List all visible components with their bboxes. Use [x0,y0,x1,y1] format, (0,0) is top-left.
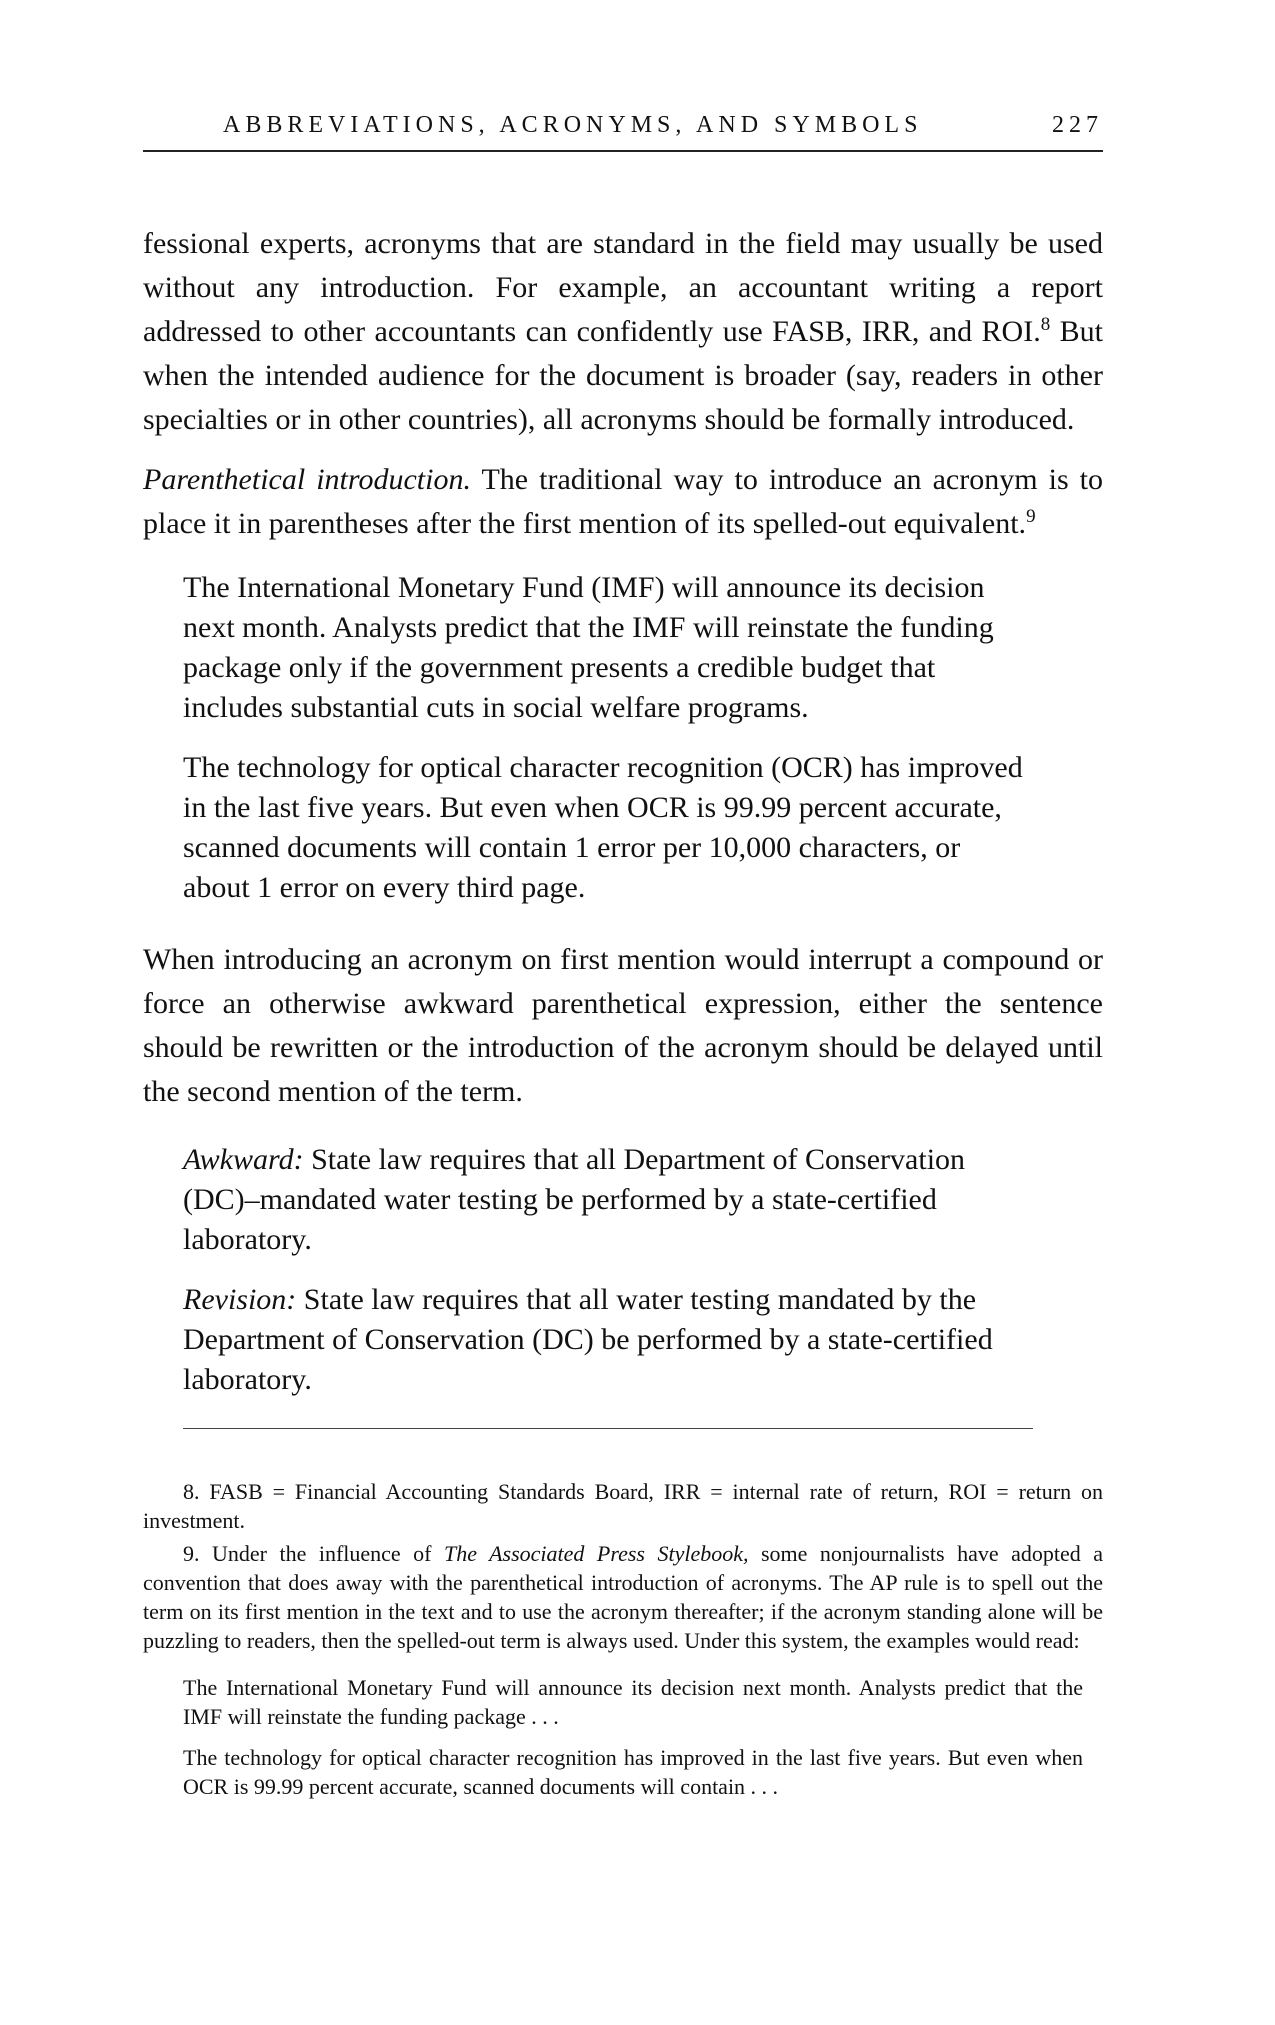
page-number: 227 [1052,112,1103,138]
example-awkward [183,1140,1033,1260]
footnote-9-book-title: The Associated Press Stylebook, [444,1541,749,1566]
body-paragraph-1 [143,222,1103,442]
example-block-ocr: The technology for optical character recognition (OCR) has improved in the last five years. But even when OCR is 99.99 percent accurate, scanned documents will contain 1 error per 10,000 characters, or about 1 error on every third page. [183,751,1023,904]
section-run-in-heading: Parenthetical introduction. [143,463,471,496]
running-head [143,110,1103,152]
main-text [143,222,1103,1400]
example-text-awkward: State law requires that all Department of Conservation (DC)–mandated water testing be performed by a state-certified laboratory. [183,1143,966,1256]
footnote-example-imf: The International Monetary Fund will announce its decision next month. Analysts predict that the IMF will reinstate the funding package . . . [183,1675,1083,1729]
paragraph-text-continued: But when the intended audience for the document is broader (say, readers in other specialties or in other countries), all acronyms should be formally introduced. [143,315,1103,436]
running-head-title: ABBREVIATIONS, ACRONYMS, AND SYMBOLS [223,112,923,138]
footnote-9-text-continued: some nonjournalists have adopted a convention that does away with the parenthetical introduction of acronyms. The AP rule is to spell out the term on its first mention in the text and to use the acronym thereafter; if the acronym standing alone will be puzzling to readers, then the spelled-out term is always used. Under this system, the examples would read: [143,1541,1104,1653]
example-label-awkward: Awkward: [183,1143,304,1176]
footnote-9 [143,1539,1103,1655]
footnotes [143,1477,1103,1801]
paragraph-text: The traditional way to introduce an acronym is to place it in parentheses after the first mention of its spelled-out equivalent. [143,463,1104,540]
example-label-revision: Revision: [183,1283,297,1316]
footnote-divider [183,1428,1033,1429]
body-paragraph-3: When introducing an acronym on first mention would interrupt a compound or force an otherwise awkward parenthetical expression, either the sentence should be rewritten or the introduction of the acronym should be delayed until the second mention of the term. [143,943,1103,1108]
footnote-9-text: 9. Under the influence of [183,1541,444,1566]
footnote-8: 8. FASB = Financial Accounting Standards Board, IRR = internal rate of return, ROI = return on investment. [143,1479,1103,1533]
example-block-imf: The International Monetary Fund (IMF) will announce its decision next month. Analysts predict that the IMF will reinstate the funding package only if the government presents a credible budget that includes substantial cuts in social welfare programs. [183,571,994,724]
footnote-ref-8[interactable]: 8 [1040,314,1051,335]
example-text-revision: State law requires that all water testing mandated by the Department of Conservation (DC) be performed by a state-certified laboratory. [183,1283,993,1396]
footnote-ref-9[interactable]: 9 [1026,506,1036,527]
example-revision [183,1280,1033,1400]
footnote-example-ocr: The technology for optical character recognition has improved in the last five years. But even when OCR is 99.99 percent accurate, scanned documents will contain . . . [183,1745,1083,1799]
paragraph-text: fessional experts, acronyms that are standard in the field may usually be used without any introduction. For example, an accountant writing a report addressed to other accountants can confidently use FASB, IRR, and ROI. [143,227,1103,348]
body-paragraph-2 [143,458,1103,546]
